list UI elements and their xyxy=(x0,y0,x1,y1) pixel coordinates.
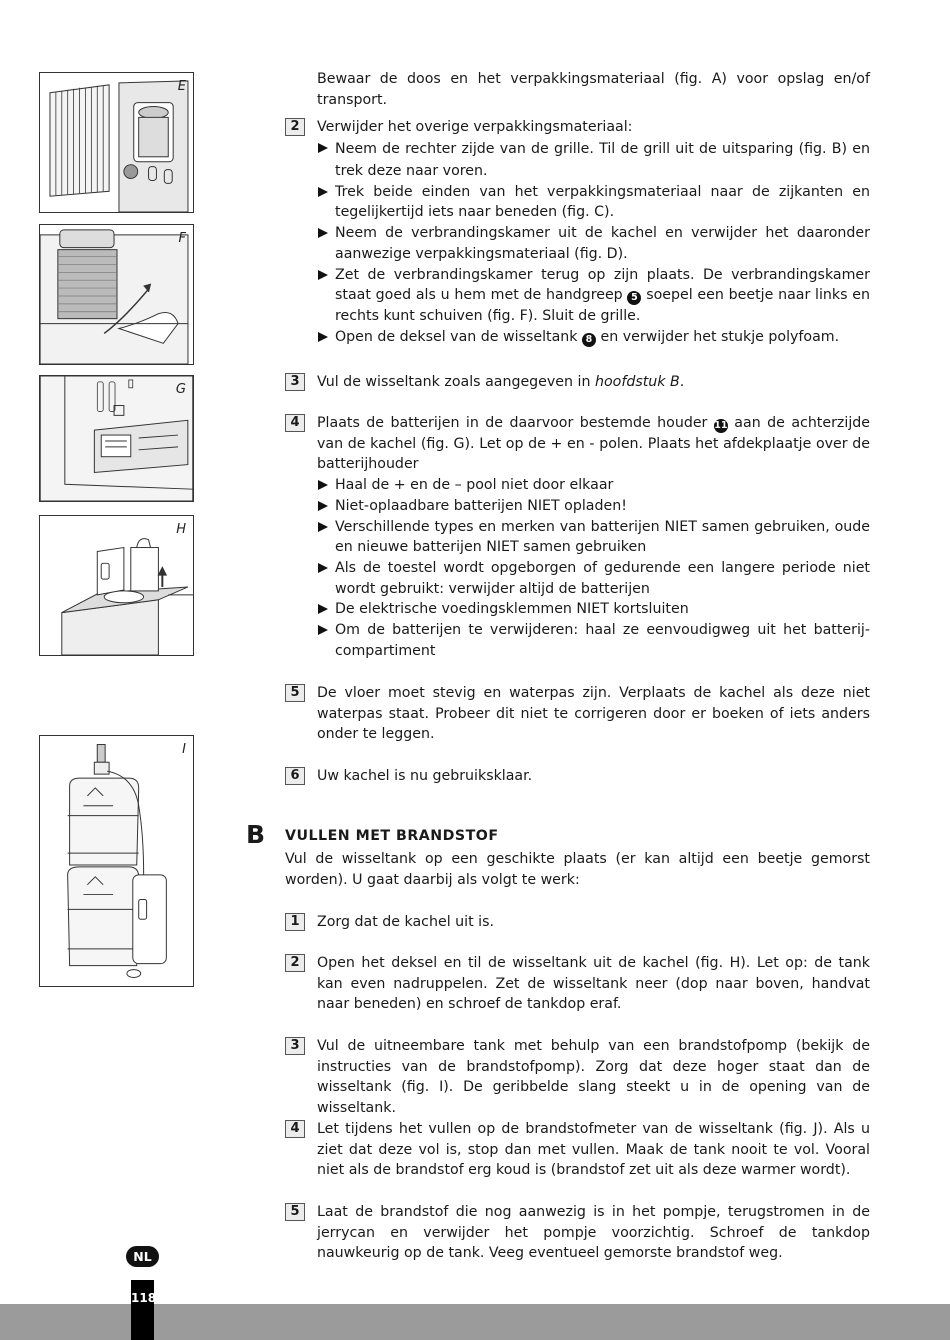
section-letter: B xyxy=(246,820,266,849)
step-text: Uw kachel is nu gebruiksklaar. xyxy=(317,768,533,784)
part-number-badge: 11 xyxy=(714,420,728,431)
step-b-2 xyxy=(285,953,870,1015)
bullet-item: Als de toestel wordt opgeborgen of gedurende een langere periode niet wordt gebruikt: verwijder altijd de batterijen xyxy=(317,558,870,599)
step-number: 4 xyxy=(285,1120,305,1138)
figure-f-label: F xyxy=(178,231,186,246)
step-b-5 xyxy=(285,1202,870,1264)
language-badge: NL xyxy=(126,1246,159,1267)
bullet-item: Niet-oplaadbare batterijen NIET opladen! xyxy=(317,496,870,517)
step-text: Verwijder het overige verpakkingsmateriaal: xyxy=(317,119,633,135)
bullet-item: Haal de + en de – pool niet door elkaar xyxy=(317,475,870,496)
bullet-item xyxy=(317,265,870,327)
bullet-text-post: en verwijder het stukje polyfoam. xyxy=(595,328,840,345)
bullet-item: Neem de verbrandingskamer uit de kachel en verwijder het daaronder aanwezige verpakkingsmateriaal (fig. D). xyxy=(317,223,870,264)
step-text: Zorg dat de kachel uit is. xyxy=(317,914,494,930)
step-text-pre: Plaats de batterijen in de daarvoor bestemde houder xyxy=(317,415,708,431)
bullet-item xyxy=(317,327,870,348)
figure-g-illustration xyxy=(40,376,193,501)
step-number: 5 xyxy=(285,1203,305,1221)
figure-e-label: E xyxy=(177,79,186,94)
figure-e-illustration xyxy=(40,73,193,212)
figure-h-label: H xyxy=(176,522,186,537)
section-title: VULLEN MET BRANDSTOF xyxy=(285,828,499,844)
step-text: Let tijdens het vullen op de brandstofmeter van de wisseltank (fig. J). Als u ziet dat deze vol is, stop dan met vullen. Maak de tank nooit te vol. Vooral niet als de brandstof erg koud is (brandstof zet uit als deze warmer wordt). xyxy=(317,1121,870,1179)
part-number-badge: 8 xyxy=(582,333,596,347)
step-a-4 xyxy=(285,413,870,661)
bullet-item: Neem de rechter zijde van de grille. Til de grill uit de uitsparing (fig. B) en trek deze naar voren. xyxy=(317,138,870,182)
figure-i-illustration xyxy=(40,736,193,986)
step-text: Open het deksel en til de wisseltank uit de kachel (fig. H). Let op: de tank kan even nadruppelen. Zet de wisseltank neer (dop naar boven, handvat naar beneden) en schroef de tankdop eraf. xyxy=(317,955,870,1013)
bullet-item: Verschillende types en merken van batterijen NIET samen gebruiken, oude en nieuwe batterijen NIET samen gebruiken xyxy=(317,517,870,558)
step-number: 2 xyxy=(285,118,305,136)
bullet-text-pre: Zet de verbrandingskamer terug op zijn plaats. De verbrandingskamer staat goed als u hem met de handgreep xyxy=(335,266,870,304)
part-number-badge: 5 xyxy=(627,291,641,305)
section-intro-text: Vul de wisseltank op een geschikte plaats (er kan altijd een beetje gemorst worden). U gaat daarbij als volgt te werk: xyxy=(285,851,870,888)
step-number: 2 xyxy=(285,954,305,972)
step-number: 4 xyxy=(285,414,305,432)
step-number: 5 xyxy=(285,684,305,702)
step-b-1 xyxy=(285,912,870,933)
step-a-2 xyxy=(285,117,870,347)
bullet-text-pre: Open de deksel van de wisseltank xyxy=(335,328,582,345)
step-b-4 xyxy=(285,1119,870,1181)
step-a-3 xyxy=(285,372,870,393)
step-b-3 xyxy=(285,1036,870,1119)
bullet-item: Om de batterijen te verwijderen: haal ze eenvoudigweg uit het batterij-compartiment xyxy=(317,620,870,661)
chapter-reference: hoofdstuk B xyxy=(595,374,680,390)
step-number: 6 xyxy=(285,767,305,785)
step-text xyxy=(317,413,870,475)
page-number: 118 xyxy=(131,1280,154,1340)
intro-text: Bewaar de doos en het verpakkingsmateriaal (fig. A) voor opslag en/of transport. xyxy=(317,71,870,108)
figure-i-label: I xyxy=(182,742,186,757)
intro-paragraph xyxy=(285,69,870,110)
figure-f-illustration xyxy=(40,225,193,364)
section-intro xyxy=(285,849,870,890)
bullet-text-post: soepel een beetje naar links en rechts kunt schuiven (fig. F). Sluit de grille. xyxy=(335,287,870,324)
figure-i xyxy=(39,735,194,987)
step-number: 3 xyxy=(285,373,305,391)
figure-g-label: G xyxy=(175,382,186,397)
figure-h-illustration xyxy=(40,516,193,655)
step-number: 3 xyxy=(285,1037,305,1055)
step-text: De vloer moet stevig en waterpas zijn. Verplaats de kachel als deze niet waterpas staat. Probeer dit niet te corrigeren door er boeken of iets anders onder te leggen. xyxy=(317,685,870,743)
bullet-item: De elektrische voedingsklemmen NIET kortsluiten xyxy=(317,599,870,620)
figure-h xyxy=(39,515,194,656)
step-a-6 xyxy=(285,766,870,787)
step-text: Vul de uitneembare tank met behulp van een brandstofpomp (bekijk de instructies van de brandstofpomp). Zorg dat deze hoger staat dan de wisseltank (fig. I). De geribbelde slang steekt u in de opening van de wisseltank. xyxy=(317,1038,870,1117)
step-number: 1 xyxy=(285,913,305,931)
figure-e xyxy=(39,72,194,213)
bullet-item: Trek beide einden van het verpakkingsmateriaal naar de zijkanten en tegelijkertijd iets naar beneden (fig. C). xyxy=(317,182,870,223)
figure-g xyxy=(39,375,194,502)
step-text-end: . xyxy=(679,374,685,390)
step-text: Vul de wisseltank zoals aangegeven in xyxy=(317,374,595,390)
step-text: Laat de brandstof die nog aanwezig is in het pompje, terugstromen in de jerrycan en verwijder het pompje voorzichtig. Schroef de tankdop nauwkeurig op de tank. Veeg eventueel gemorste brandstof weg. xyxy=(317,1204,870,1262)
step-a-5 xyxy=(285,683,870,745)
figure-f xyxy=(39,224,194,365)
step-text-post: aan de achterzijde van de kachel (fig. G). Let op de + en - polen. Plaats het afdekplaatje over de batterijhouder xyxy=(317,415,870,473)
